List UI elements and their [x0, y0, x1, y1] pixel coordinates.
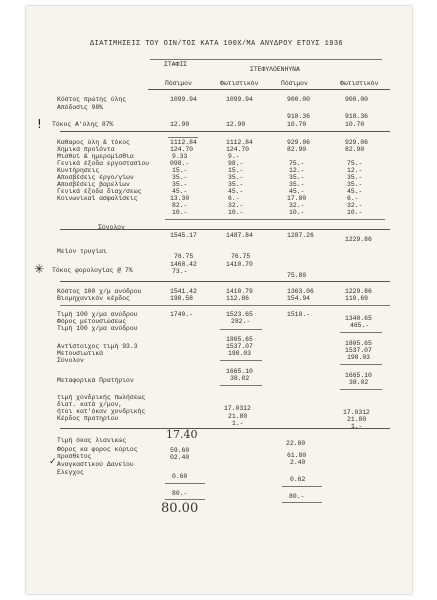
cell: 2.40: [290, 459, 306, 466]
rule: [340, 332, 382, 333]
label-meion-trygiai: Μείον τρυγίαι: [57, 248, 107, 255]
rule: [60, 229, 390, 230]
cell: 10.-: [228, 209, 244, 216]
cell: 198.03: [347, 354, 371, 361]
cell: 918.36: [345, 113, 369, 120]
rule: [220, 385, 262, 386]
cell: 10.-: [289, 209, 305, 216]
cell: 198.03: [228, 350, 252, 357]
header-col2: Φωτιστικόν: [220, 80, 259, 87]
label-viomix-kerdos: Βιομηχανικόν κέρδος: [57, 295, 130, 302]
cell: 9.-: [228, 153, 240, 160]
cell: 45.-: [228, 188, 244, 195]
label-timi-xondr-4: Κέρδος πρατηρίου: [57, 415, 119, 422]
cell: 17.0312: [224, 405, 251, 412]
cell: 12.90: [170, 121, 190, 128]
cell: 124.70: [226, 146, 250, 153]
cell: 75.-: [289, 160, 305, 167]
cell: 13.30: [170, 195, 190, 202]
cell: 61.80: [287, 452, 307, 459]
label-misthoi: Μισθοί & ημερομίσθια: [57, 153, 134, 160]
cell: 80.-: [289, 493, 305, 500]
label-synolon: Σύνολον: [98, 224, 125, 231]
rule: [165, 483, 205, 484]
cell: 10.-: [172, 209, 188, 216]
cell: 32.-: [228, 202, 244, 209]
cell: 0.60: [172, 473, 188, 480]
cell: 38.02: [230, 375, 250, 382]
cell: 82.90: [287, 146, 307, 153]
rule: [165, 499, 205, 500]
cell: 73.-: [172, 268, 188, 275]
cell: 1410.79: [226, 288, 253, 295]
cell: 35.-: [347, 181, 363, 188]
rule: [60, 305, 390, 306]
cell: 1537.07: [226, 343, 253, 350]
cell: 1518.-: [287, 311, 311, 318]
cell: 1.-: [232, 420, 244, 427]
cell: 76.75: [231, 253, 251, 260]
cell: 1099.94: [170, 96, 197, 103]
cell: 154.94: [287, 295, 311, 302]
cell: 12.-: [289, 167, 305, 174]
cell: 900.00: [345, 96, 369, 103]
rule: [282, 486, 322, 487]
cell: 32.-: [289, 202, 305, 209]
cell: 35.-: [289, 181, 305, 188]
rule: [340, 364, 382, 365]
handwritten-total: 80.00: [161, 501, 199, 516]
cell: 80.-: [172, 490, 188, 497]
cell: 282.-: [231, 318, 251, 325]
cell: 1287.26: [287, 232, 314, 239]
label-anagk-2: Ελεγχος: [57, 469, 84, 476]
label-kathesmos: Καθαρος ύλη & τόκος: [57, 139, 130, 146]
cell: 21.80: [228, 413, 248, 420]
label-foros-kyrios-1: Φόρος κα φορος κύριος: [57, 446, 138, 453]
cell: 22.80: [286, 440, 306, 447]
header-rule: [148, 89, 390, 90]
cell: 1229.86: [345, 236, 372, 243]
cell: 098.-: [170, 160, 190, 167]
label-timi-xondr-3: ήτοι κατ'όκαν χονδρικής: [57, 408, 146, 415]
cell: 35.-: [172, 181, 188, 188]
cell: 98.-: [228, 160, 244, 167]
cell: 75.80: [287, 272, 307, 279]
label-koinonikai: Κοινωνικαί ασφαλίσεις: [57, 195, 138, 202]
label-tokos-ylis: Τόκος Α'ύλης 87%: [52, 121, 114, 128]
cell: 82.90: [345, 146, 365, 153]
header-col1: Πόσιμον: [165, 80, 192, 87]
label-anagk-1: Αναγκαστικού Δανείου: [57, 461, 134, 468]
cell: 17.0312: [343, 409, 370, 416]
cell: 110.69: [345, 295, 369, 302]
cell: 17.80: [287, 195, 307, 202]
cell: 35.-: [228, 181, 244, 188]
cell: 35.-: [172, 174, 188, 181]
cell: 1665.10: [345, 372, 372, 379]
label-tokos-forol: Τόκος φορολογίας @ 7%: [52, 267, 133, 274]
margin-tick-mark: ✓: [49, 457, 57, 467]
rule: [60, 281, 390, 282]
label-aposv-ergo: Αποσβέσεις έργο/γίων: [57, 174, 134, 181]
label-timi-xondr-1: τιμή χονδρικής πωλήσεως: [57, 394, 146, 401]
header-group-rule: [150, 59, 382, 60]
label-genika-diax: Γενικά έξοδα διαχ/σεως: [57, 188, 142, 195]
label-foros-met: Φόρος μετουσιώσεως: [57, 318, 127, 325]
cell: 918.36: [287, 113, 311, 120]
rule: [60, 131, 390, 132]
cell: 10.70: [287, 121, 307, 128]
label-metousiotika: Μετουσιωτικά: [57, 350, 104, 357]
cell: 12.90: [226, 121, 246, 128]
cell: 02.40: [170, 454, 190, 461]
rule: [220, 329, 262, 330]
cell: 1229.86: [345, 288, 372, 295]
cell: 21.80: [347, 416, 367, 423]
label-kyrtiporeia: Κυντήρησεις: [57, 167, 100, 174]
cell: 1740.-: [170, 311, 194, 318]
cell: 76.75: [174, 253, 194, 260]
cell: 1537.07: [345, 347, 372, 354]
rule: [60, 428, 390, 429]
cell: 1099.94: [226, 96, 253, 103]
header-stafis: ΣΤΑΦΙΣ: [164, 61, 188, 68]
cell: 1805.65: [226, 336, 253, 343]
cell: 9.33: [172, 153, 188, 160]
cell: 10.-: [347, 209, 363, 216]
cell: 1541.42: [170, 288, 197, 295]
cell: 15.-: [228, 167, 244, 174]
cell: 1112.84: [170, 139, 197, 146]
cell: 1363.06: [287, 288, 314, 295]
cell: 6.-: [228, 195, 240, 202]
cell: 6.-: [347, 195, 359, 202]
cell: 900.00: [287, 96, 311, 103]
margin-asterisk-mark: ✳: [34, 262, 45, 276]
handwritten-price: 17.40: [166, 428, 198, 441]
label-kostos-protis: Κόστος πρώτης ύλης: [57, 96, 127, 103]
cell: 1665.10: [226, 368, 253, 375]
cell: 929.06: [345, 139, 369, 146]
cell: 124.70: [170, 146, 194, 153]
cell: 198.58: [170, 295, 194, 302]
cell: 10.70: [345, 121, 365, 128]
header-col3: Πόσιμον: [281, 80, 308, 87]
underline-mark: [168, 137, 198, 138]
header-col4: Φωτιστικόν: [340, 80, 379, 87]
cell: 1545.17: [170, 232, 197, 239]
cell: 15.-: [172, 167, 188, 174]
label-timi-100: Τιμή 100 χ/μα ανύδρου: [57, 311, 138, 318]
label-ximika: Χημικά προϊόντα: [57, 146, 115, 153]
label-apodosis: Απόδοσις 98%: [57, 104, 104, 111]
cell: 1523.65: [226, 311, 253, 318]
cell: 1468.42: [170, 261, 197, 268]
label-timi-lian: Τιμή όκας λιανικώς: [57, 437, 127, 444]
cell: 1487.84: [226, 232, 253, 239]
cell: 1805.65: [345, 340, 372, 347]
cell: 32.-: [347, 202, 363, 209]
cell: 45.-: [347, 188, 363, 195]
cell: 35.-: [228, 174, 244, 181]
cell: 1340.65: [345, 315, 372, 322]
label-genika-ergost: Γενικά έξοδα εργοστασίου: [57, 160, 150, 167]
cell: 35.-: [289, 174, 305, 181]
margin-exclamation-mark: !: [37, 117, 42, 131]
cell: 45.-: [172, 188, 188, 195]
header-stefylo: ΣΤΕΦΥΛΟΕΝΗΥΝΑ: [250, 66, 300, 73]
rule: [282, 502, 322, 503]
label-metaforika: Μεταφορικά Πρατήριον: [57, 377, 134, 384]
document-title: ΔΙΑΤΙΜΗΣΕΙΣ ΤΟΥ ΟΙΝ/ΤΟΣ ΚΑΤΑ 100Χ/ΜΑ ΑΝΥΔΡΟΥ ΕΤΟΥΣ 1936: [90, 40, 344, 48]
cell: 1112.84: [226, 139, 253, 146]
cell: 75.-: [347, 160, 363, 167]
cell: 112.86: [226, 295, 250, 302]
label-foros-kyrios-2: προσθετος: [57, 453, 92, 460]
cell: 45.-: [289, 188, 305, 195]
cell: 38.02: [349, 379, 369, 386]
cell: 1.-: [351, 423, 363, 430]
cell: 465.-: [350, 322, 370, 329]
cell: 12.-: [347, 167, 363, 174]
cell: 1410.70: [226, 261, 253, 268]
cell: 929.06: [287, 139, 311, 146]
label-synolon2: Σύνολον: [57, 357, 84, 364]
cell: 0.62: [290, 476, 306, 483]
rule: [220, 360, 262, 361]
rule: [165, 219, 385, 220]
cell: 35.-: [347, 174, 363, 181]
label-timi-xondr-2: διατ. κατά χ/μον,: [57, 401, 123, 408]
label-timi-100-b: Τιμή 100 χ/μα ανύδρου: [57, 325, 138, 332]
label-kostos-100: Κόστος 100 χ/μ ανύδρου: [57, 288, 142, 295]
rule: [340, 389, 382, 390]
cell: 59.60: [170, 447, 190, 454]
cell: 82.-: [172, 202, 188, 209]
label-antistoixos: Αντίστοιχος τιμή 93.3: [57, 343, 138, 350]
label-aposv-bar: Αποσβέσεις βαρελίων: [57, 181, 130, 188]
